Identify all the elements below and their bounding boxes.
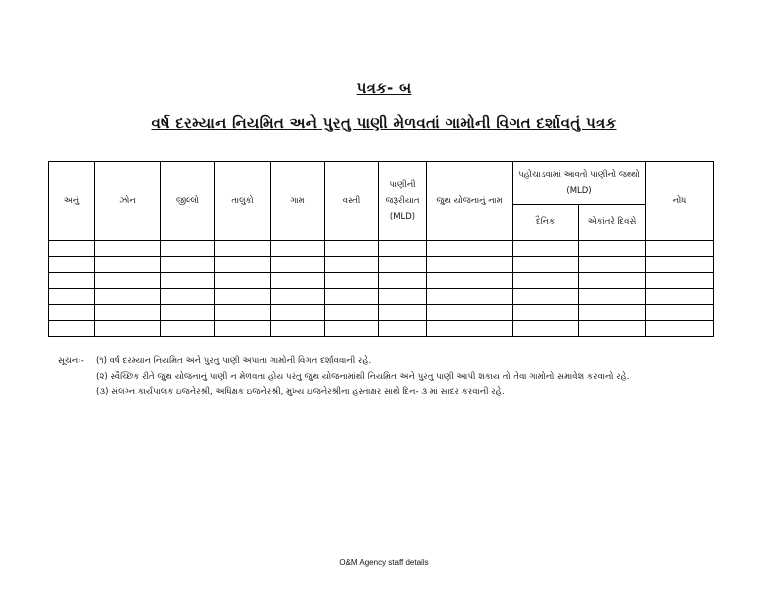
table-cell xyxy=(271,289,325,305)
table-cell xyxy=(271,305,325,321)
instruction-item-2: (૨) સ્વૈચ્છિક રીતે જુથ યોજનાનું પાણી ન મેળવતા હોય પરંતુ જુથ યોજનામાંથી નિયમિત અને પુરતુ પાણી આપી શકાય તો તેવા ગામોનો સમાવેશ કરવાનો રહે. xyxy=(96,371,630,382)
table-cell xyxy=(215,273,271,289)
table-cell xyxy=(49,241,95,257)
table-body xyxy=(49,241,714,337)
table-cell xyxy=(95,321,161,337)
table-row xyxy=(49,321,714,337)
table-cell xyxy=(161,273,215,289)
table-cell xyxy=(325,241,379,257)
page-title: પત્રક- બ xyxy=(356,79,412,97)
page-subtitle: વર્ષ દરમ્યાન નિયમિત અને પુરતુ પાણી મેળવતાં ગામોની વિગત દર્શાવતું પત્રક xyxy=(151,114,617,132)
table-cell xyxy=(49,305,95,321)
table-cell xyxy=(95,305,161,321)
table-cell xyxy=(646,305,714,321)
table-cell xyxy=(161,241,215,257)
table-cell xyxy=(49,321,95,337)
villages-table xyxy=(48,161,714,337)
table-cell xyxy=(325,257,379,273)
table-cell xyxy=(646,321,714,337)
table-cell xyxy=(215,257,271,273)
table-cell xyxy=(427,321,513,337)
table-cell xyxy=(271,241,325,257)
table-cell xyxy=(215,305,271,321)
instruction-item-3: (૩) સંલગ્ન કાર્યપાલક ઇજનેરશ્રી, અધિક્ષક ઇજનેરશ્રી, મુખ્ય ઇજનેરશ્રીના હસ્તાક્ષર સાથે દિન- ૩ માં સાદર કરવાની રહે. xyxy=(96,387,505,397)
table-cell xyxy=(95,257,161,273)
instructions-label: સૂચનઃ- xyxy=(58,356,84,366)
table-cell xyxy=(379,289,427,305)
table-row xyxy=(49,241,714,257)
table-cell xyxy=(379,305,427,321)
table-cell xyxy=(579,289,646,305)
table-cell xyxy=(646,273,714,289)
table-cell xyxy=(325,289,379,305)
table-cell xyxy=(271,321,325,337)
table-cell xyxy=(161,289,215,305)
table-cell xyxy=(427,273,513,289)
table-cell xyxy=(579,305,646,321)
header-scheme-name: જુથ યોજનાનું નામ xyxy=(427,162,513,241)
table-cell xyxy=(215,321,271,337)
table-cell xyxy=(579,257,646,273)
table-cell xyxy=(379,241,427,257)
table-cell xyxy=(325,321,379,337)
table-row xyxy=(49,273,714,289)
table-row xyxy=(49,305,714,321)
table-cell xyxy=(646,289,714,305)
table-cell xyxy=(513,241,579,257)
table-cell xyxy=(427,241,513,257)
header-population: વસ્તી xyxy=(325,162,379,241)
table-cell xyxy=(379,257,427,273)
table-cell xyxy=(427,305,513,321)
table-cell xyxy=(646,241,714,257)
table-cell xyxy=(513,257,579,273)
table-cell xyxy=(513,321,579,337)
table-cell xyxy=(215,289,271,305)
header-village: ગામ xyxy=(271,162,325,241)
table-cell xyxy=(427,289,513,305)
table-cell xyxy=(161,305,215,321)
header-alternate-day: એકાંતરે દિવસે xyxy=(579,205,646,241)
table-row xyxy=(49,257,714,273)
table-cell xyxy=(161,321,215,337)
table-cell xyxy=(646,257,714,273)
table-cell xyxy=(271,257,325,273)
header-supplied-water: પહોંચાડવામાં આવતો પાણીનો જથ્થો (MLD) xyxy=(513,162,646,205)
header-district: જીલ્લો xyxy=(161,162,215,241)
table-cell xyxy=(427,257,513,273)
table-cell xyxy=(49,257,95,273)
table-cell xyxy=(513,289,579,305)
table-cell xyxy=(161,257,215,273)
table-cell xyxy=(579,273,646,289)
table-cell xyxy=(325,305,379,321)
table-cell xyxy=(49,289,95,305)
header-water-need: પાણીની જરૂરીયાત (MLD) xyxy=(379,162,427,241)
table-cell xyxy=(379,273,427,289)
table-cell xyxy=(579,321,646,337)
header-remarks: નોંધ xyxy=(646,162,714,241)
header-zone: ઝોન xyxy=(95,162,161,241)
table-row xyxy=(49,289,714,305)
table-cell xyxy=(579,241,646,257)
table-cell xyxy=(379,321,427,337)
header-daily: દૈનિક xyxy=(513,205,579,241)
table-cell xyxy=(215,241,271,257)
table-cell xyxy=(95,273,161,289)
header-serial: અનું xyxy=(49,162,95,241)
header-taluka: તાલુકો xyxy=(215,162,271,241)
footer-text: O&M Agency staff details xyxy=(339,558,429,567)
table-cell xyxy=(271,273,325,289)
table-cell xyxy=(95,241,161,257)
table-cell xyxy=(513,273,579,289)
table-cell xyxy=(49,273,95,289)
table-cell xyxy=(95,289,161,305)
instruction-item-1: (૧) વર્ષ દરમ્યાન નિયમિત અને પુરતુ પાણી અપાતા ગામોની વિગત દર્શાવવાની રહે. xyxy=(96,356,372,366)
table-cell xyxy=(325,273,379,289)
table-cell xyxy=(513,305,579,321)
